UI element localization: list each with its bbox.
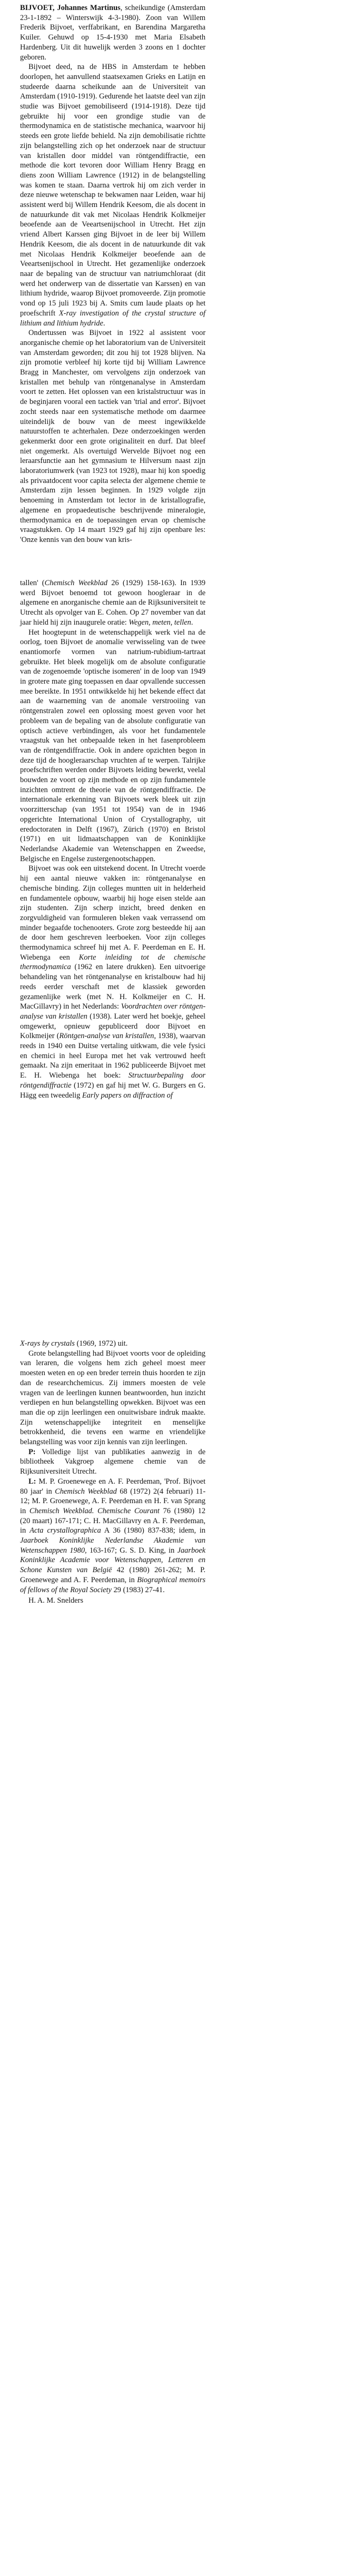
paragraph-text: 42 (1980) 261-262; M. P. Groenewege and A. F. Peerdeman, in (20, 1566, 205, 1584)
book-title: Structuurbepaling door röntgendiffractie (20, 1071, 205, 1090)
paragraph-text: (1969, 1972) uit. (74, 1339, 128, 1348)
journal-title: Chemisch Weekblad (44, 579, 107, 587)
paragraph-text: gezamenlijke werk (met N. H. Kolkmeijer en C. H. MacGillavry) in het Nederlands: (20, 992, 205, 1011)
book-title: Voordrachten over röntgen-analyse van kristallen (20, 1002, 205, 1021)
paragraph (20, 1339, 205, 1349)
paragraph-text: Bijvoet deed, na de HBS in Amsterdam te hebben doorlopen, het aanvullend staatsexamen Grieks en Latijn en studeerde daarna scheikunde aan de Universiteit van Amsterdam (1910-1919). Gedurende het laatste deel van zijn studie was Bijvoet gemobiliseerd (1914-1918). Deze tijd gebruikte hij voor een grondige studie van de thermodynamica en de statistische mechanica, waarvoor hij steeds een grote liefde behield. Na zijn demobilisatie richtte zijn belangstelling zich op het onderzoek naar de structuur van kristallen door middel van röntgendiffractie, een methode die kort tevoren door William Henry Bragg en diens zoon William Lawrence (1912) in de belangstelling was komen te staan. Daarna vertrok hij om zich verder in deze nieuwe wetenschap te bekwamen naar Leiden, waar hij assistent werd bij Willem Hendrik Keesom, die als docent in de natuurkunde dit vak met Nicolaas Hendrik Kolkmeijer beoefende aan de Veeartsenijschool in Utrecht. Het zijn vriend Albert Karssen ging Bijvoet in de leer bij Willem Hendrik Keesom, die als docent in de natuurkunde dit vak met Nicolaas Hendrik Kolkmeijer beoefende aan de Veeartsenijschool in Utrecht. Het gezamenlijke onderzoek naar de bepaling van de structuur van natriumchloraat (dit werd het onderwerp van de dissertatie van Karssen) en van lithium hydride, waarop Bijvoet promoveerde. Zijn promotie vond op 15 juli 1923 bij A. Smits cum laude plaats op het proefschrift (20, 63, 205, 318)
entry-intro: , scheikundige (Amsterdam 23-1-1892 – Winterswijk 4-3-1980). Zoon van Willem Frederik Bijvoet, verffabrikant, en Barendina Margaretha Kuiler. Gehuwd op 15-4-1930 met Maria Elsabeth Hardenberg. Uit dit huwelijk werden 3 zoons en 1 dochter geboren. (20, 4, 206, 62)
publications-note (20, 1447, 205, 1477)
paragraph-text: 26 (1929) 158-163). In 1939 werd Bijvoet benoemd tot gewoon hoogleraar in de algemene en anorganische chemie aan de Rijksuniversiteit te Utrecht als opvolger van E. Cohen. Op 27 november van dat jaar hield hij zijn inaugurele oratie: (20, 579, 205, 627)
paragraph-text: . (103, 319, 105, 328)
literature-label: L: (28, 1477, 36, 1486)
paragraph-text: M. P. Groenewege en A. F. Peerdeman, 'Prof. Bijvoet 80 jaar' in (20, 1477, 205, 1496)
paragraph-text: 76 (1980) 12 (20 maart) 167-171; C. H. MacGillavry en A. F. Peerdeman, in (20, 1506, 205, 1535)
journal-title: Chemisch Weekblad. Chemische Courant (29, 1506, 160, 1515)
paragraph (20, 62, 205, 328)
paragraph (20, 864, 205, 1100)
journal-title: Jaarboek Koninklijke Nederlandse Akademie van Wetenschappen 1980 (20, 1536, 205, 1555)
paragraph-text: tallen' ( (20, 579, 45, 587)
book-title: X-rays by crystals (20, 1339, 75, 1348)
paragraph-text: (1972) en gaf hij met W. G. Burgers en G. Hägg een tweedelig (20, 1081, 205, 1100)
dissertation-title: X-ray investigation of the crystal structure of lithium and lithium hydride (20, 309, 205, 328)
book-title: Early papers on diffraction of (82, 1091, 173, 1100)
journal-title: Biographical memoirs of fellows of the Royal Society (20, 1575, 205, 1594)
author-signature: H. A. M. Snelders (28, 1596, 83, 1605)
paragraph-text: Bijvoet was ook een uitstekend docent. In Utrecht voerde hij een aantal nieuwe vakken in: röntgenanalyse en chemische binding. Zijn colleges muntten uit in helderheid en fundamentele opbouw, waarbij hij hoge eisen stelde aan zijn studenten. Zijn scherp inzicht, breed denken en zorgvuldigheid van formuleren bleken vaak verrassend om minder begaafde tochenooters. Grote zorg besteedde hij aan de door hem geschreven leerboeken. Voor zijn colleges thermodynamica schreef hij met A. F. Peerdeman en E. H. Wiebenga een (20, 864, 205, 962)
entry-name: BIJVOET, Johannes Martinus (20, 4, 121, 12)
journal-title: Jaarboek Koninklijke Academie voor Wetenschappen, Letteren en Schone Kunsten van België (20, 1546, 205, 1575)
article-block-2 (20, 578, 205, 1100)
oration-title: Wegen, meten, tellen (129, 618, 191, 627)
journal-title: Chemisch Weekblad (55, 1487, 117, 1496)
paragraph-text: Volledige lijst van publikaties aanwezig in de bibliotheek Vakgroep algemene chemie van de Rijksuniversiteit Utrecht. (20, 1447, 205, 1476)
book-title: Röntgen-analyse van kristallen (59, 1032, 154, 1041)
paragraph-text: , 163-167; G. S. D. King, in (85, 1546, 178, 1555)
paragraph-text: (1938). Later werd het boekje, geheel omgewerkt, opnieuw gepubliceerd door Bijvoet en Kolkmeijer ( (20, 1012, 205, 1041)
paragraph (20, 578, 205, 628)
paragraph-text: , 1938), waarvan reeds in 1940 een Duitse vertaling uitkwam, die vele fysici en chemici in heel Europa met het vak vertrouwd heeft gemaakt. Na zijn emeritaat in 1962 publiceerde Bijvoet met E. H. Wiebenga het boek: (20, 1032, 205, 1080)
book-title: Korte inleiding tot de chemische thermodynamica (20, 953, 205, 972)
journal-title: Acta crystallographica (30, 1526, 101, 1535)
paragraph: Grote belangstelling had Bijvoet voorts voor de opleiding van leraren, die volgens hem zich geheel moest meer moesten weten en op een breder terrein thuis hoorden te zijn dan de researchchemicus. Zij immers moesten de vele vragen van de leerlingen kunnen beantwoorden, hun inzicht verdiepen en hun belangstelling opwekken. Bijvoet was een man die op zijn leerlingen een onuitwisbare indruk maakte. Zijn wetenschappelijke integriteit en menselijke betrokkenheid, die tevens een warme en vriendelijke belangstelling was voor zijn kennis van zijn leerlingen. (20, 1349, 205, 1447)
article-block-3 (20, 1339, 205, 1606)
paragraph-text: 68 (1972) 2(4 februari) 11-12; M. P. Groenewege, A. F. Peerdeman en H. F. van Sprang in (20, 1487, 205, 1515)
paragraph: Ondertussen was Bijvoet in 1922 al assistent voor anorganische chemie op het laboratorium van de Universiteit van Amsterdam geworden; dit zou hij tot 1928 blijven. Na zijn promotie verbleef hij korte tijd bij William Lawrence Bragg in Manchester, om vervolgens zijn onderzoek van kristallen met behulp van röntgenanalyse in Amsterdam voort te zetten. Het oplossen van een kristalstructuur was in de beginjaren vooral een tactiek van 'trial and error'. Bijvoet zocht steeds naar een systematische methode om daarmee uiteindelijk de bouw van de meest ingewikkelde natuurstoffen te achterhalen. Deze onderzoekingen werden gekenmerkt door een grote originaliteit en durf. Dat bleef niet ongemerkt. Als overtuigd Wervelde Bijvoet nog een leraarsfunctie aan het gymnasium te Hilversum naast zijn laboratoriumwerk (van 1923 tot 1928), maar hij kon spoedig als privaatdocent voor capita selecta der algemene chemie te Amsterdam zijn lessen beginnen. In 1929 volgde zijn benoeming in Amsterdam tot lector in de kristallografie, algemene en propaedeutische beschrijvende mineralogie, thermodynamica en de toepassingen ervan op chemische vraagstukken. Op 14 maart 1929 gaf hij zijn openbare les: 'Onze kennis van den bouw van kris- (20, 329, 205, 544)
paragraph-text: (1962 en latere drukken). Een uitvoerige behandeling van het röntgenanalyse en kristalbouw had hij reeds eerder verschaft met de klassiek geworden (20, 963, 205, 991)
paragraph-text: . (191, 618, 193, 627)
article-block-1 (20, 3, 205, 545)
literature-note (20, 1477, 205, 1595)
publications-label: P: (28, 1447, 36, 1456)
entry-header (20, 3, 205, 62)
paragraph: Het hoogtepunt in de wetenschappelijk werk viel na de oorlog, toen Bijvoet de anomalie verwisseling van de twee enantiomorfe vormen van natrium-rubidium-tartraat gebruikte. Het bleek mogelijk om de absolute configuratie van de zogenoemde 'optische isomeren' in de loop van 1949 in grotere mate ging toepassen en daar opvallende successen mee bereikte. In 1951 ontwikkelde hij het bekende effect dat aan de waarneming van de anomale verstrooiing van röntgenstralen zowel een oplossing moest geven voor het probleem van de bepaling van de absolute configuratie van optisch actieve verbindingen, als voor het fundamentele vraagstuk van het onbepaalde teken in het fasenprobleem van de röntgendiffractie. Ook in andere opzichten begon in deze tijd de hoogleraarschap vruchten af te werpen. Talrijke proefschriften werden onder Bijvoets leiding bewerkt, veelal bouwden ze voort op zijn methode en op zijn fundamentele inzichten omtrent de theorie van de röntgendiffractie. De internationale erkenning van Bijvoets werk bleek uit zijn voorzitterschap (van 1951 tot 1954) van de in 1946 opgerichte International Union of Crystallography, uit eredoctoraten in Delft (1967), Zürich (1970) en Bristol (1971) en uit lidmaatschappen van de Koninklijke Nederlandse Akademie van Wetenschappen en Zweedse, Belgische en Engelse zustergenootschappen. (20, 628, 205, 863)
paragraph-text: A 36 (1980) 837-838; idem, in (101, 1526, 205, 1535)
paragraph-text: 29 (1983) 27-41. (111, 1585, 165, 1594)
